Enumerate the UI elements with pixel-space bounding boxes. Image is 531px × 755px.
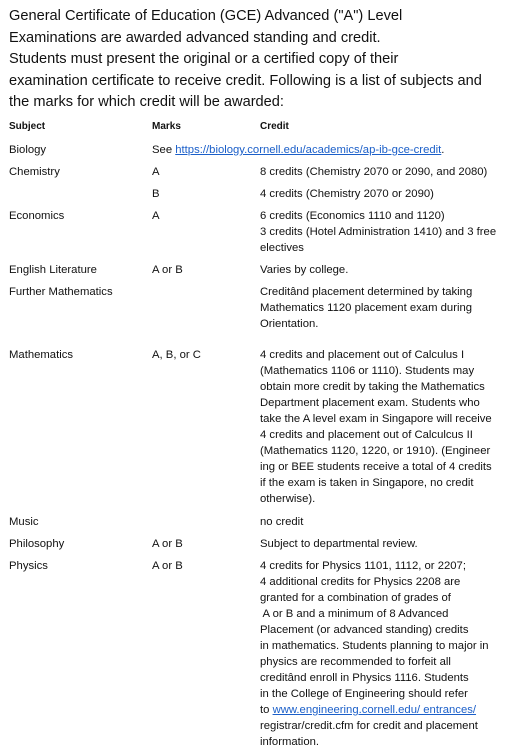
intro-line: examination certificate to receive credit. Following is a list of subjects and (9, 72, 482, 89)
subject-physics: Physics (9, 560, 48, 572)
credit-chemistry-b: 4 credits (Chemistry 2070 or 2090) (260, 188, 434, 200)
credit-philosophy: Subject to departmental review. (260, 538, 418, 550)
header-subject: Subject (9, 121, 46, 132)
marks-english-literature: A or B (152, 264, 183, 276)
credit-mathematics: 4 credits and placement out of Calculus I (Mathematics 1106 or 1110). Students may obtain more credit by taking the Mathematics Department placement exam. Students who take the A level exam in Singapore will receive 4 credits and placement out of Calculcus II (Mathematics 1120, 1220, or 1910). (Engineer ing or BEE students receive a total of 4 credits if the exam is taken in Singapore, no credit otherwise). (260, 349, 492, 505)
subject-biology: Biology (9, 144, 47, 156)
marks-chemistry-b: B (152, 188, 160, 200)
header-marks: Marks (152, 121, 181, 132)
intro-line: Students must present the original or a certified copy of their (9, 51, 399, 68)
credit-music: no credit (260, 516, 304, 528)
credit-physics: 4 credits for Physics 1101, 1112, or 2207; 4 additional credits for Physics 2208 are granted for a combination of grades of A or B and a minimum of 8 Advanced Placement (or advanced standing) credits in mathematics. Students planning to major in physics are recommended to forfeit all creditând enroll in Physics 1116. Students in the College of Engineering should refer to www.engineering.cornell.edu/ entrances/ registrar/credit.cfm for credit and placement information. (260, 560, 489, 748)
physics-credit-link[interactable]: www.engineering.cornell.edu/ entrances/ (272, 704, 477, 716)
marks-economics: A (152, 210, 160, 222)
subject-mathematics: Mathematics (9, 349, 74, 361)
marks-mathematics: A, B, or C (152, 349, 201, 361)
marks-physics: A or B (152, 560, 183, 572)
intro-line: the marks for which credit will be awarded: (9, 94, 284, 111)
credit-english-literature: Varies by college. (260, 264, 349, 276)
intro-line: Examinations are awarded advanced standing and credit. (9, 29, 381, 46)
biology-credit-link[interactable]: https://biology.cornell.edu/academics/ap-ib-gce-credit (175, 144, 442, 156)
intro-line: General Certificate of Education (GCE) Advanced ("A") Level (9, 8, 403, 24)
credit-biology: See https://biology.cornell.edu/academics/ap-ib-gce-credit. (152, 144, 445, 156)
credit-economics: 6 credits (Economics 1110 and 1120) 3 credits (Hotel Administration 1410) and 3 free electives (260, 210, 497, 254)
header-credit: Credit (260, 121, 289, 132)
subject-music: Music (9, 516, 39, 528)
subject-economics: Economics (9, 210, 65, 222)
subject-english-literature: English Literature (9, 264, 97, 276)
credit-chemistry-a: 8 credits (Chemistry 2070 or 2090, and 2080) (260, 166, 488, 178)
subject-philosophy: Philosophy (9, 538, 65, 550)
subject-further-mathematics: Further Mathematics (9, 286, 113, 298)
marks-chemistry-a: A (152, 166, 160, 178)
subject-chemistry: Chemistry (9, 166, 60, 178)
marks-philosophy: A or B (152, 538, 183, 550)
intro-paragraph (9, 6, 524, 114)
credit-further-mathematics: Creditând placement determined by taking Mathematics 1120 placement exam during Orientation. (260, 286, 473, 330)
